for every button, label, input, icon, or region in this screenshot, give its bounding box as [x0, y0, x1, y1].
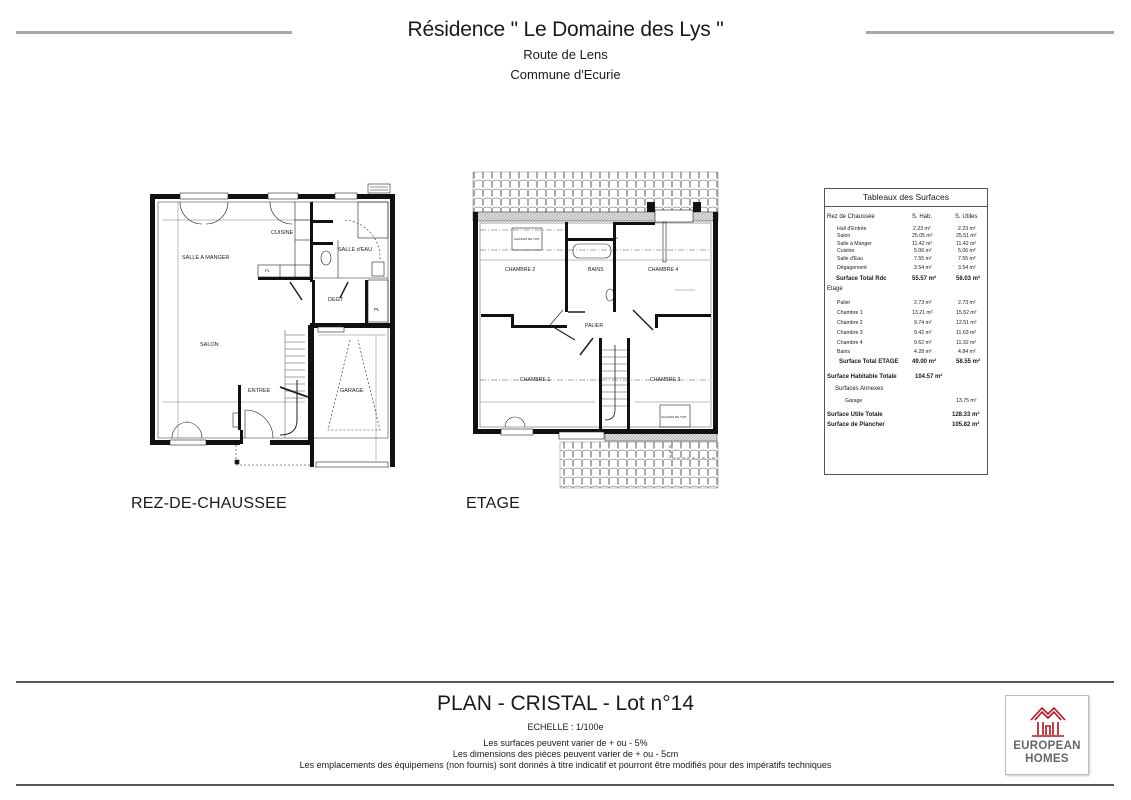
- surfaces-table: [824, 188, 988, 475]
- room-label-chambre-4: CHAMBRE 4: [648, 267, 679, 273]
- table-row: [825, 319, 989, 328]
- plan-label-ground-floor: REZ-DE-CHAUSSEE: [131, 495, 287, 512]
- table-row-total-etage: [825, 358, 989, 367]
- total-hab: 49.00 m²: [912, 359, 937, 365]
- table-row: [825, 339, 989, 348]
- row-name: Chambre 2: [837, 320, 863, 326]
- surfaces-table-title: Tableaux des Surfaces: [825, 189, 987, 207]
- row-name: Cuisine: [837, 248, 855, 254]
- plan-scale: ECHELLE : 1/100e: [527, 722, 604, 732]
- row-name: Chambre 4: [837, 340, 863, 346]
- row-hab: 25.05 m²: [912, 233, 933, 239]
- row-name: Salle à Manger: [837, 241, 872, 247]
- row-hab: 7.55 m²: [914, 256, 932, 262]
- column-header-hab: S. Hab.: [912, 214, 933, 220]
- plan-label-upper-floor: ETAGE: [466, 495, 521, 512]
- row-utile: 5.06 m²: [958, 248, 976, 254]
- room-label-placard-1: PL: [265, 268, 270, 273]
- table-row: [825, 255, 989, 264]
- table-header-row: [825, 213, 989, 222]
- total-label: Surface Total ETAGE: [839, 359, 899, 365]
- note-surfaces: Les surfaces peuvent varier de + ou - 5%: [483, 738, 648, 748]
- room-label-chambre-2: CHAMBRE 2: [505, 267, 536, 273]
- total-hab: 55.57 m²: [912, 276, 937, 282]
- footer-rule-top: [16, 681, 1114, 683]
- room-label-placard-2: PL: [374, 307, 380, 312]
- row-hab: 4.28 m²: [914, 349, 932, 355]
- room-label-salon: SALON: [200, 342, 219, 348]
- room-label-salle-a-manger: SALLE A MANGER: [182, 255, 230, 261]
- footer-rule-bottom: [16, 784, 1114, 786]
- table-row-plancher: [825, 421, 989, 430]
- ground-floor-plan: [140, 180, 400, 470]
- plancher-value: 105.82 m²: [952, 422, 980, 428]
- skylight-label-1: CHASSIS DE TOIT: [514, 237, 540, 241]
- note-dimensions: Les dimensions des pièces peuvent varier de + ou - 5cm: [452, 749, 679, 759]
- company-logo: [1005, 695, 1089, 775]
- row-hab: 9.42 m²: [914, 330, 932, 336]
- room-label-bains: BAINS: [588, 267, 604, 273]
- table-row-utile-total: [825, 411, 989, 420]
- row-utile: 3.54 m²: [958, 265, 976, 271]
- room-label-palier: PALIER: [585, 323, 604, 329]
- logo-text-homes: HOMES: [1025, 753, 1069, 765]
- row-hab: 5.06 m²: [914, 248, 932, 254]
- utile-total-label: Surface Utile Totale: [827, 412, 883, 418]
- row-utile: 11.42 m²: [956, 241, 977, 247]
- logo-text-european: EUROPEAN: [1013, 740, 1081, 752]
- skylight-label-2: CHASSIS DE TOIT: [661, 415, 687, 419]
- row-name: Palier: [837, 300, 851, 306]
- row-name: Salle d'Eau: [837, 256, 864, 262]
- section-label-rdc: Rez de Chaussée: [827, 214, 875, 220]
- habitable-total-value: 104.57 m²: [915, 374, 943, 380]
- table-row: [825, 264, 989, 273]
- habitable-total-label: Surface Habitable Totale: [827, 374, 897, 380]
- room-label-salle-eau: SALLE d'EAU: [338, 247, 373, 253]
- column-header-utiles: S. Utiles: [955, 214, 978, 220]
- section-label-annexes: [825, 385, 989, 394]
- plan-title: PLAN - CRISTAL - Lot n°14: [437, 692, 694, 715]
- row-name: Hall d'Entrée: [837, 226, 867, 232]
- plancher-label: Surface de Plancher: [827, 422, 885, 428]
- house-roof-icon: [1029, 702, 1067, 738]
- garage-label: Garage: [845, 398, 863, 404]
- section-label-etage-text: Etage: [827, 286, 843, 292]
- total-utile: 56.03 m²: [956, 276, 981, 282]
- row-utile: 15.52 m²: [956, 310, 977, 316]
- row-name: Chambre 3: [837, 330, 863, 336]
- table-row-garage: [825, 397, 989, 406]
- section-label-etage: [825, 285, 989, 294]
- row-utile: 2.73 m²: [958, 300, 976, 306]
- room-label-entree: ENTREE: [248, 388, 271, 394]
- total-label: Surface Total Rdc: [836, 276, 887, 282]
- room-label-chambre-1: CHAMBRE 1: [520, 377, 551, 383]
- row-name: Bains: [837, 349, 850, 355]
- table-row: [825, 299, 989, 308]
- room-label-chambre-3: CHAMBRE 3: [650, 377, 681, 383]
- utile-total-value: 128.33 m²: [952, 412, 980, 418]
- row-name: Chambre 1: [837, 310, 863, 316]
- table-row: [825, 309, 989, 318]
- table-row: [825, 348, 989, 357]
- row-hab: 11.42 m²: [912, 241, 933, 247]
- table-row: [825, 329, 989, 338]
- row-hab: 2.73 m²: [914, 300, 932, 306]
- document-subtitle-commune: Commune d'Ecurie: [510, 67, 621, 82]
- total-utile: 58.55 m²: [956, 359, 981, 365]
- table-row-total-rdc: [825, 275, 989, 284]
- row-utile: 2.23 m²: [958, 226, 976, 232]
- row-name: Dégagement: [837, 265, 867, 271]
- row-hab: 3.54 m²: [914, 265, 932, 271]
- room-label-degt: DEGT: [328, 297, 344, 303]
- row-utile: 11.32 m²: [956, 340, 977, 346]
- document-subtitle-road: Route de Lens: [523, 47, 608, 62]
- row-hab: 9.74 m²: [914, 320, 932, 326]
- annexes-label: Surfaces Annexes: [835, 386, 884, 392]
- row-hab: 13.21 m²: [912, 310, 933, 316]
- row-utile: 25.51 m²: [956, 233, 977, 239]
- row-hab: 2.23 m²: [913, 226, 931, 232]
- row-utile: 12.51 m²: [956, 320, 977, 326]
- row-name: Salon: [837, 233, 851, 239]
- table-row-habitable-total: [825, 373, 989, 382]
- garage-value: 13.75 m²: [956, 398, 977, 404]
- row-utile: 11.63 m²: [956, 330, 977, 336]
- row-utile: 7.55 m²: [958, 256, 976, 262]
- document-title: Résidence " Le Domaine des Lys ": [407, 18, 724, 41]
- room-label-cuisine: CUISINE: [271, 230, 294, 236]
- row-hab: 9.62 m²: [914, 340, 932, 346]
- row-utile: 4.84 m²: [958, 349, 976, 355]
- room-label-garage: GARAGE: [340, 388, 364, 394]
- note-equipment: Les emplacements des équipemens (non fournis) sont donnés à titre indicatif et pourront être modifiés pour des impératifs techniques: [299, 760, 832, 770]
- upper-floor-plan: [465, 170, 725, 490]
